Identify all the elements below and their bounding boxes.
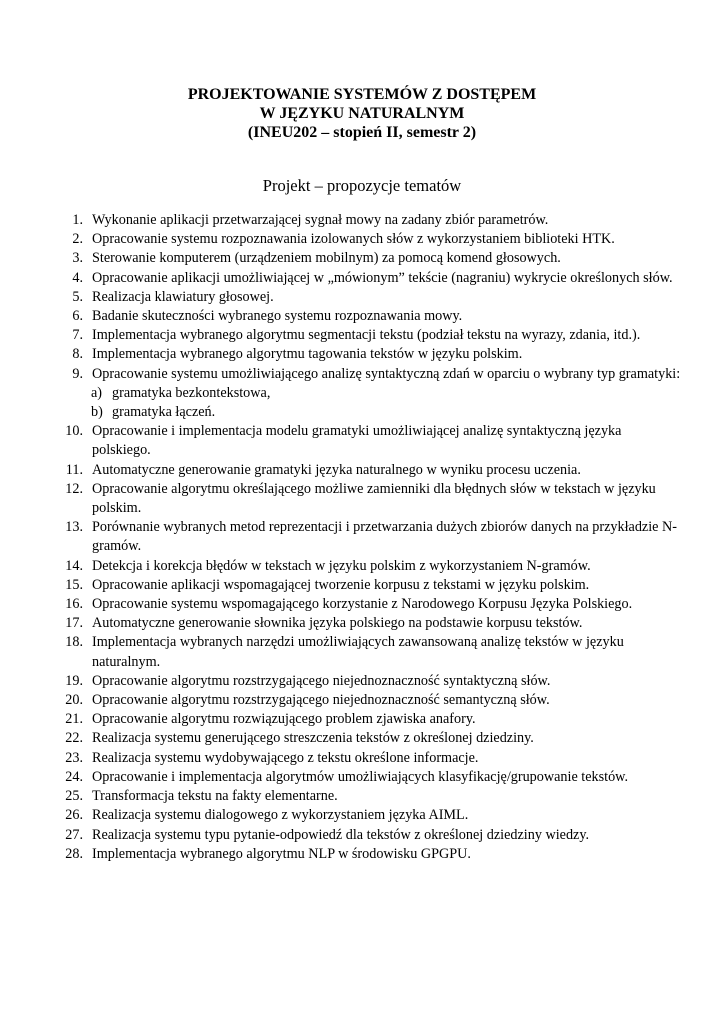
title-line-course: PROJEKTOWANIE SYSTEMÓW Z DOSTĘPEM [187,86,537,103]
list-item-text: Detekcja i korekcja błędów w tekstach w języku polskim z wykorzystaniem N-gramów. [92,557,591,574]
list-item [0,461,724,480]
list-item [0,249,724,268]
list-item [0,826,724,845]
sub-list-item [0,384,724,403]
list-item-text: Opracowanie algorytmu rozwiązującego problem zjawiska anafory. [92,711,476,728]
list-item-text: Implementacja wybranego algorytmu segmentacji tekstu (podział tekstu na wyrazy, zdania, itd.). [92,327,641,344]
topic-list [0,211,724,864]
sub-list [0,384,724,422]
list-item-text: Implementacja wybranego algorytmu tagowania tekstów w języku polskim. [92,346,523,363]
list-item-number: 1. [72,212,83,228]
list-item [0,211,724,230]
list-item [0,710,724,729]
sub-list-item-letter: a) [91,384,103,401]
list-item [0,422,724,460]
list-item-text: Opracowanie systemu rozpoznawania izolowanych słów z wykorzystaniem biblioteki HTK. [92,231,615,248]
list-item-number: 9. [72,365,83,382]
list-item-text: Automatyczne generowanie gramatyki języka naturalnego w wyniku procesu uczenia. [92,461,581,478]
list-item [0,633,724,671]
list-item-number: 26. [65,807,83,824]
list-item-text: Opracowanie algorytmu rozstrzygającego niejednoznaczność syntaktyczną słów. [92,672,551,689]
list-item-number: 6. [72,308,83,325]
list-item [0,480,724,518]
list-item-number: 19. [65,672,83,689]
list-item [0,230,724,249]
list-item-number: 4. [72,269,83,286]
list-item [0,768,724,787]
list-item-number: 5. [72,288,83,305]
list-item-number: 12. [65,480,83,497]
list-item-number: 7. [72,327,83,344]
list-item-number: 27. [65,826,83,843]
list-item [0,672,724,691]
list-item-text: Implementacja wybranego algorytmu NLP w środowisku GPGPU. [92,845,471,862]
list-item-text: Automatyczne generowanie słownika języka polskiego na podstawie korpusu tekstów. [92,615,583,632]
list-item [0,729,724,748]
list-item-number: 10. [65,423,83,440]
list-item-number: 2. [72,231,83,248]
sub-list-item-text: gramatyka łączeń. [112,404,216,421]
list-item [0,787,724,806]
list-item-number: 22. [65,730,83,747]
list-item-number: 8. [72,346,83,363]
title-line-code: (INEU202 – stopień II, semestr 2) [247,124,477,141]
list-item-number: 18. [65,634,83,651]
list-item-number: 28. [65,845,83,862]
list-item-text: Transformacja tekstu na fakty elementarne. [92,788,338,805]
list-item-text: Opracowanie i implementacja algorytmów umożliwiających klasyfikację/grupowanie tekstów. [92,768,629,785]
list-item-number: 25. [65,788,83,805]
list-item-text: Realizacja systemu generującego streszczenia tekstów z określonej dziedziny. [92,730,534,747]
list-item [0,845,724,864]
sub-list-item-text: gramatyka bezkontekstowa, [112,384,271,401]
list-item [0,365,724,423]
list-item-number: 14. [65,557,83,574]
list-item-text: Opracowanie algorytmu określającego możliwe zamienniki dla błędnych słów w tekstach w języku polskim. [92,480,656,517]
list-item [0,806,724,825]
document-subtitle: Projekt – propozycje tematów [262,176,462,195]
list-item-text: Wykonanie aplikacji przetwarzającej sygnał mowy na zadany zbiór parametrów. [92,212,549,228]
sub-list-item-letter: b) [91,404,103,421]
list-item-number: 13. [65,519,83,536]
list-item [0,326,724,345]
list-item-text: Realizacja systemu typu pytanie-odpowiedź dla tekstów z określonej dziedziny wiedzy. [92,826,590,843]
list-item-text: Opracowanie systemu umożliwiającego analizę syntaktyczną zdań w oparciu o wybrany typ gramatyki: [92,365,681,382]
list-item-text: Realizacja systemu dialogowego z wykorzystaniem języka AIML. [92,807,469,824]
list-item-text: Realizacja systemu wydobywającego z tekstu określone informacje. [92,749,479,766]
list-item [0,691,724,710]
list-item [0,749,724,768]
list-item-number: 16. [65,596,83,613]
list-item [0,345,724,364]
list-item [0,307,724,326]
list-item-number: 15. [65,576,83,593]
list-item [0,557,724,576]
title-line-language: W JĘZYKU NATURALNYM [259,105,465,122]
list-item-number: 24. [65,768,83,785]
list-item-text: Opracowanie aplikacji wspomagającej tworzenie korpusu z tekstami w języku polskim. [92,576,590,593]
list-item-text: Opracowanie algorytmu rozstrzygającego niejednoznaczność semantyczną słów. [92,692,550,709]
list-item-text: Opracowanie i implementacja modelu gramatyki umożliwiającej analizę syntaktyczną języka polskiego. [92,423,622,459]
list-item [0,518,724,556]
list-item-number: 17. [65,615,83,632]
list-item-text: Opracowanie systemu wspomagającego korzystanie z Narodowego Korpusu Języka Polskiego. [92,596,633,613]
sub-list-item [0,403,724,422]
list-item [0,288,724,307]
list-item-number: 21. [65,711,83,728]
list-item-text: Opracowanie aplikacji umożliwiającej w „mówionym” tekście (nagraniu) wykrycie określonych słów. [92,269,673,286]
list-item-text: Badanie skuteczności wybranego systemu rozpoznawania mowy. [92,308,463,325]
list-item-number: 3. [72,250,83,267]
list-item [0,595,724,614]
list-item-number: 23. [65,749,83,766]
list-item-text: Sterowanie komputerem (urządzeniem mobilnym) za pomocą komend głosowych. [92,250,561,267]
list-item-text: Implementacja wybranych narzędzi umożliwiających zawansowaną analizę tekstów w języku naturalnym. [92,634,624,670]
list-item-text: Porównanie wybranych metod reprezentacji i przetwarzania dużych zbiorów danych na przykładzie N-gramów. [92,519,677,555]
document-title [0,85,724,142]
list-item-text: Realizacja klawiatury głosowej. [92,288,274,305]
list-item-number: 20. [65,692,83,709]
list-item [0,614,724,633]
list-item-number: 11. [65,461,83,478]
list-item [0,576,724,595]
list-item [0,269,724,288]
